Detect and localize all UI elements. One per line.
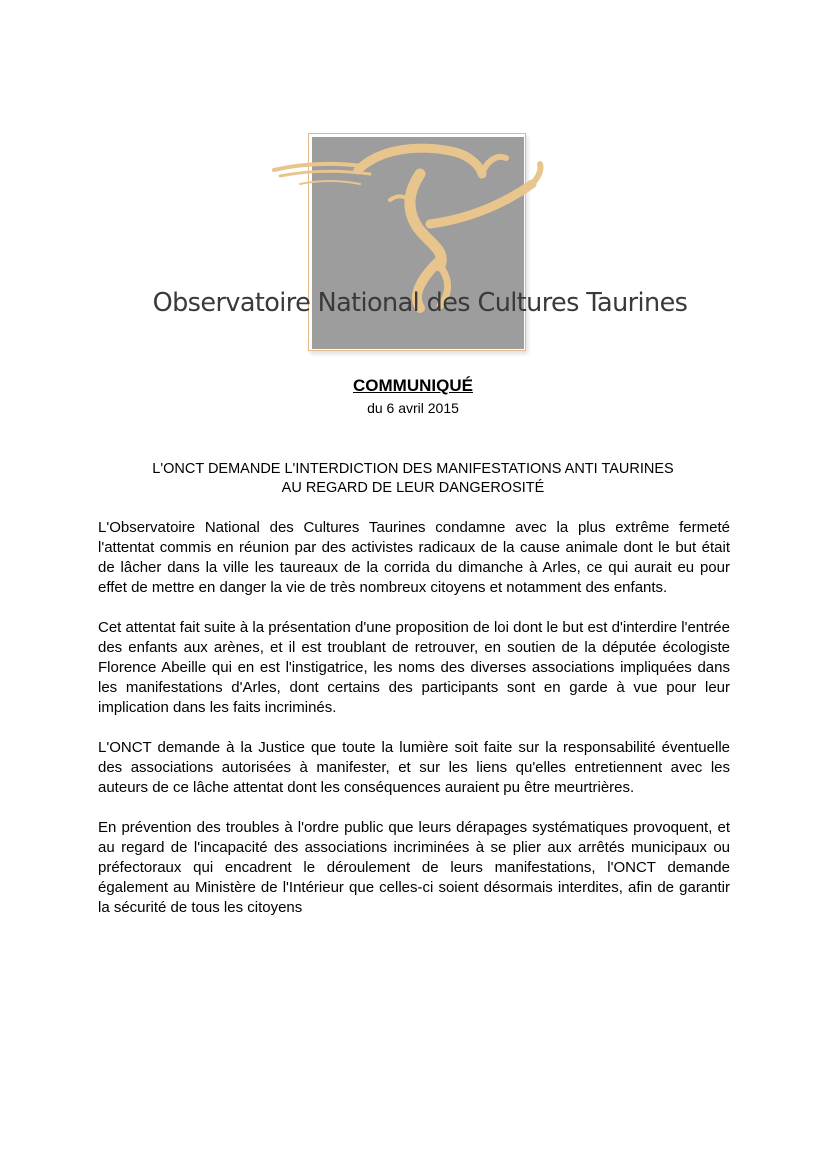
onct-logo <box>140 130 700 360</box>
headline-line: L'ONCT DEMANDE L'INTERDICTION DES MANIFESTATIONS ANTI TAURINES <box>152 461 674 477</box>
document-body <box>98 518 730 938</box>
document-headline <box>0 460 826 498</box>
body-paragraph: En prévention des troubles à l'ordre public que leurs dérapages systématiques provoquent, et au regard de l'incapacité des associations incriminées à se plier aux arrêtés municipaux ou préfectoraux qui encadrent le déroulement de leurs manifestations, l'ONCT demande également au Ministère de l'Intérieur que celles-ci soient désormais interdites, afin de garantir la sécurité de tous les citoyens <box>98 819 730 916</box>
headline-line: AU REGARD DE LEUR DANGEROSITÉ <box>281 480 545 496</box>
document-date: du 6 avril 2015 <box>367 400 459 416</box>
document-title: COMMUNIQUÉ <box>353 376 473 395</box>
body-paragraph: L'Observatoire National des Cultures Taurines condamne avec la plus extrême fermeté l'attentat commis en réunion par des activistes radicaux de la cause animale dont le but était de lâcher dans la ville les taureaux de la corrida du dimanche à Arles, ce qui aurait eu pour effet de mettre en danger la vie de très nombreux citoyens et notamment des enfants. <box>98 519 730 596</box>
body-paragraph: L'ONCT demande à la Justice que toute la lumière soit faite sur la responsabilité éventuelle des associations autorisées à manifester, et sur les liens qu'elles entretiennent avec les auteurs de ce lâche attentat dont les conséquences auraient pu être meurtrières. <box>98 739 730 796</box>
logo-wordmark: Observatoire National des Cultures Taurines <box>152 288 688 318</box>
body-paragraph: Cet attentat fait suite à la présentation d'une proposition de loi dont le but est d'interdire l'entrée des enfants aux arènes, et il est troublant de retrouver, en soutien de la députée écologiste Florence Abeille qui en est l'instigatrice, les noms des diverses associations impliquées dans les manifestations d'Arles, dont certains des participants sont en garde à vue pour leur implication dans les faits incriminés. <box>98 619 730 716</box>
